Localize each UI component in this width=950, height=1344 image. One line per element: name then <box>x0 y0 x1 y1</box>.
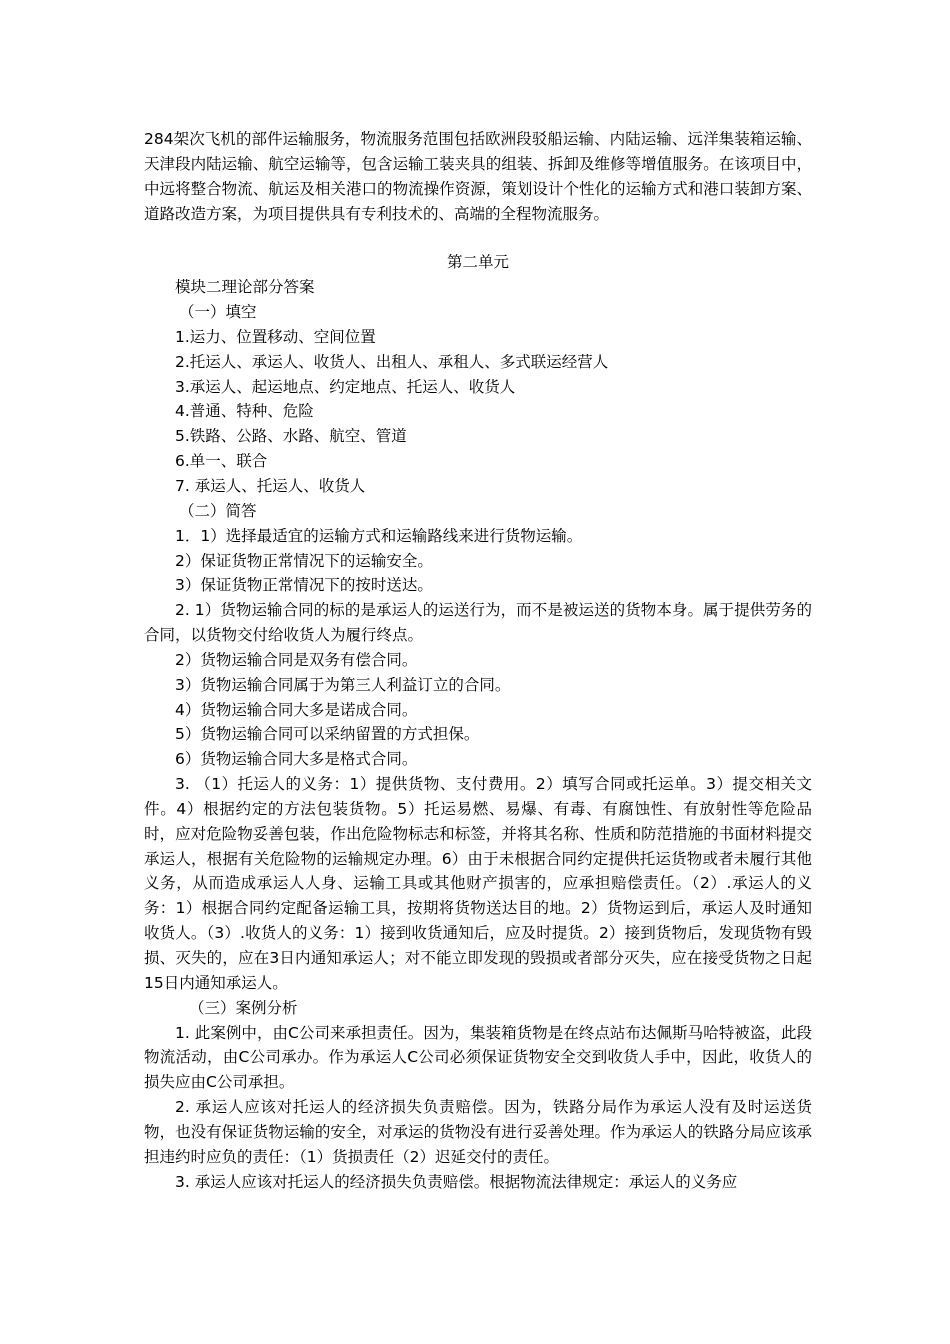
fill-item: 4.普通、特种、危险 <box>175 402 314 421</box>
section2-heading: （二）简答 <box>179 501 257 520</box>
case-paragraph: 3. 承运人应该对托运人的经济损失负责赔偿。根据物流法律规定：承运人的义务应 <box>175 1172 738 1191</box>
fill-item: 3.承运人、起运地点、约定地点、托运人、收货人 <box>175 377 516 396</box>
answer-item: 2）货物运输合同是双务有偿合同。 <box>175 650 418 669</box>
answer-paragraph: 2. 1）货物运输合同的标的是承运人的运送行为，而不是被运送的货物本身。属于提供劳务的合同，以货物交付给收货人为履行终点。 <box>144 601 812 645</box>
fill-item: 5.铁路、公路、水路、航空、管道 <box>175 427 407 446</box>
fill-item: 7. 承运人、托运人、收货人 <box>175 476 366 495</box>
unit-title: 第二单元 <box>446 253 509 272</box>
module-title: 模块二理论部分答案 <box>175 278 315 297</box>
answer-item: 6）货物运输合同大多是格式合同。 <box>175 750 418 769</box>
intro-paragraph: 284架次飞机的部件运输服务，物流服务范围包括欧洲段驳船运输、内陆运输、远洋集装箱运输、天津段内陆运输、航空运输等，包含运输工装夹具的组装、拆卸及维修等增值服务。在该项目中，中远将整合物流、航运及相关港口的物流操作资源，策划设计个性化的运输方式和港口装卸方案、道路改造方案，为项目提供具有专利技术的、高端的全程物流服务。 <box>144 130 812 223</box>
answer-item: 4）货物运输合同大多是诺成合同。 <box>175 700 418 719</box>
fill-item: 2.托运人、承运人、收货人、出租人、承租人、多式联运经营人 <box>175 352 609 371</box>
section1-heading: （一）填空 <box>179 303 257 322</box>
answer-item: 3）保证货物正常情况下的按时送达。 <box>175 576 433 595</box>
answer-item: 5）货物运输合同可以采纳留置的方式担保。 <box>175 725 480 744</box>
section3-heading: （三）案例分析 <box>189 998 298 1017</box>
case-paragraph: 2. 承运人应该对托运人的经济损失负责赔偿。因为，铁路分局作为承运人没有及时运送货物，也没有保证货物运输的安全，对承运的货物没有进行妥善处理。作为承运人的铁路分局应该承担违约时应负的责任：（1）货损责任（2）迟延交付的责任。 <box>144 1098 812 1166</box>
answer-paragraph: 3. （1）托运人的义务：1）提供货物、支付费用。2）填写合同或托运单。3）提交相关文件。4）根据约定的方法包装货物。5）托运易燃、易爆、有毒、有腐蚀性、有放射性等危险品时，应对危险物妥善包装，作出危险物标志和标签，并将其名称、性质和防范措施的书面材料提交承运人，根据有关危险物的运输规定办理。6）由于未根据合同约定提供托运货物或者未履行其他义务，从而造成承运人人身、运输工具或其他财产损害的，应承担赔偿责任。（2）.承运人的义务：1）根据合同约定配备运输工具，按期将货物送达目的地。2）货物运到后，承运人及时通知收货人。（3）.收货人的义务：1）接到收货通知后，应及时提货。2）接到货物后，发现货物有毁损、灭失的，应在3日内通知承运人；对不能立即发现的毁损或者部分灭失，应在接受货物之日起15日内通知承运人。 <box>144 775 812 992</box>
answer-item: 1．1）选择最适宜的运输方式和运输路线来进行货物运输。 <box>175 526 583 545</box>
fill-item: 1.运力、位置移动、空间位置 <box>175 327 376 346</box>
case-paragraph: 1. 此案例中，由C公司来承担责任。因为，集装箱货物是在终点站布达佩斯马哈特被盗，此段物流活动，由C公司承办。作为承运人C公司必须保证货物安全交到收货人手中，因此，收货人的损失应由C公司承担。 <box>144 1023 812 1092</box>
answer-item: 2）保证货物正常情况下的运输安全。 <box>175 551 433 570</box>
document-page <box>144 127 812 1194</box>
answer-item: 3）货物运输合同属于为第三人利益订立的合同。 <box>175 675 511 694</box>
fill-item: 6.单一、联合 <box>175 452 268 471</box>
